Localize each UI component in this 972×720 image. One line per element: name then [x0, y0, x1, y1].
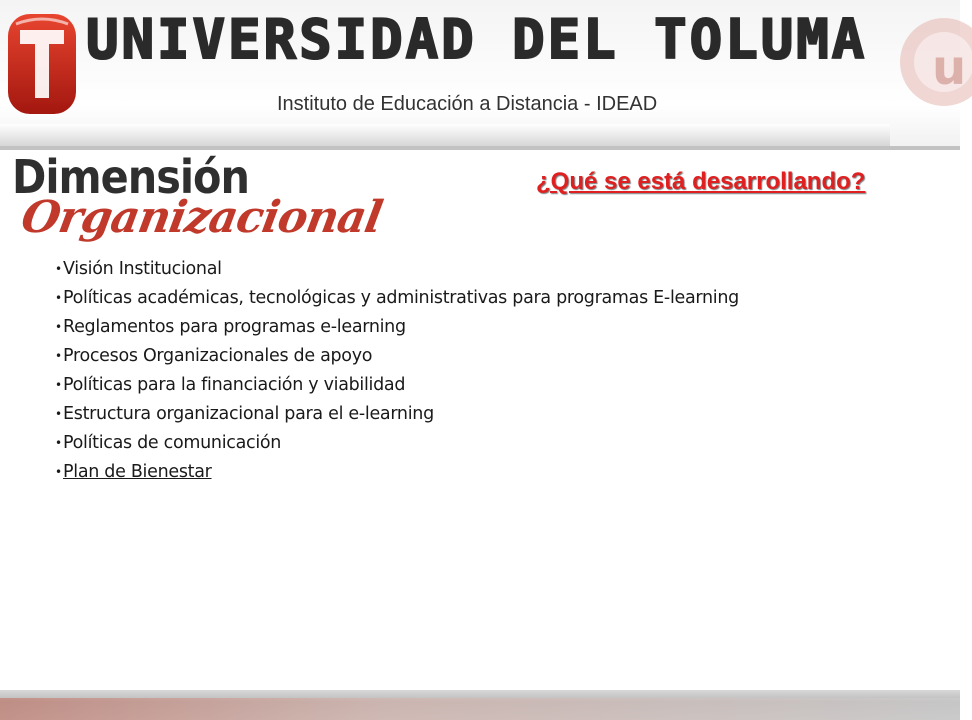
list-item — [55, 343, 739, 372]
bullet-icon: • — [55, 262, 62, 276]
bullet-list — [55, 256, 739, 488]
at-sign-watermark-icon — [892, 0, 972, 160]
list-item — [55, 401, 739, 430]
list-item-text: Políticas para la financiación y viabilidad — [63, 375, 406, 395]
list-item-text: Visión Institucional — [63, 259, 222, 279]
bullet-icon: • — [55, 378, 62, 392]
list-item — [55, 256, 739, 285]
university-title: UNIVERSIDAD DEL TOLUMA — [86, 8, 868, 71]
bullet-icon: • — [55, 349, 62, 363]
section-question-title: ¿Qué se está desarrollando? — [536, 168, 866, 195]
institute-subtitle: Instituto de Educación a Distancia - IDEAD — [277, 93, 658, 115]
list-item — [55, 372, 739, 401]
list-item — [55, 430, 739, 459]
svg-text:u: u — [932, 40, 967, 96]
organizational-subtitle: Organizacional — [17, 192, 386, 243]
list-item — [55, 314, 739, 343]
list-item-text: Estructura organizacional para el e-learning — [63, 404, 434, 424]
bullet-icon: • — [55, 436, 62, 450]
footer-accent — [0, 698, 960, 720]
dimension-title: Dimensión — [12, 150, 249, 204]
list-item — [55, 285, 739, 314]
bullet-icon: • — [55, 407, 62, 421]
university-t-logo-icon — [6, 10, 78, 118]
plan-de-bienestar-link[interactable]: Plan de Bienestar — [63, 462, 212, 482]
list-item — [55, 459, 739, 488]
bullet-icon: • — [55, 320, 62, 334]
list-item-text: Reglamentos para programas e-learning — [63, 317, 406, 337]
bullet-icon: • — [55, 465, 62, 479]
list-item-text: Políticas de comunicación — [63, 433, 282, 453]
bullet-icon: • — [55, 291, 62, 305]
list-item-text: Políticas académicas, tecnológicas y administrativas para programas E-learning — [63, 288, 739, 308]
list-item-text: Procesos Organizacionales de apoyo — [63, 346, 373, 366]
